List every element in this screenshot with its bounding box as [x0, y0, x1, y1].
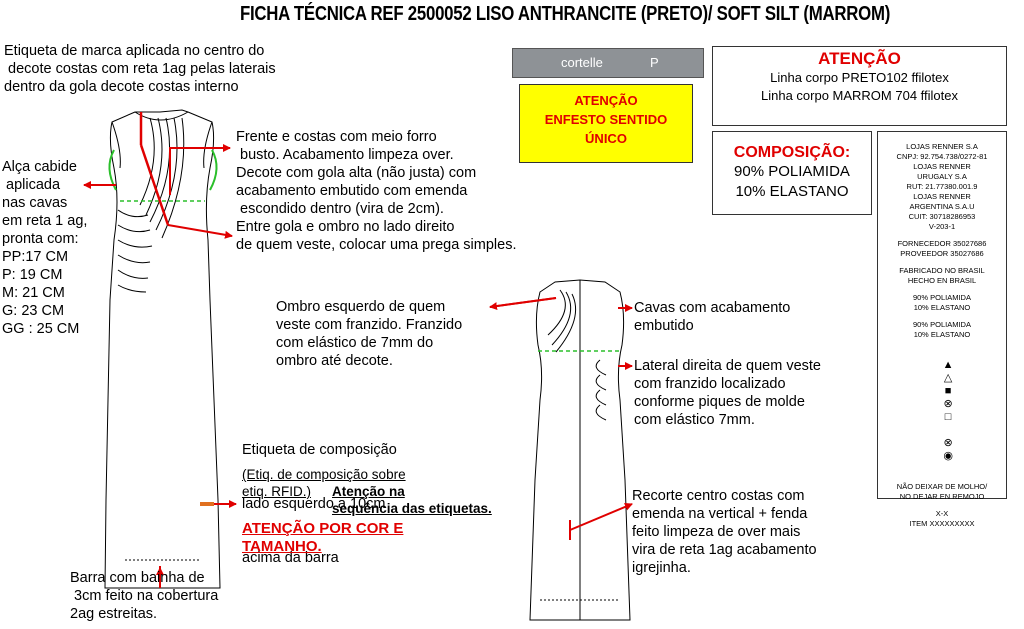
care-label-line: URUGALY S.A [917, 172, 967, 181]
right-side-note: Lateral direita de quem veste com franzido localizado conforme piques de molde com elástico 7mm. [634, 358, 821, 428]
care-label-line: FABRICADO NO BRASIL [899, 266, 985, 275]
care-label-line: NÃO DEIXAR DE MOLHO/ [896, 482, 988, 491]
spread-direction-warning: ATENÇÃO ENFESTO SENTIDO ÚNICO [519, 84, 693, 163]
brand-tag [512, 48, 704, 78]
care-label-line: 90% POLIAMIDA [913, 293, 971, 302]
care-label-line: CUIT: 30718286953 [908, 212, 976, 221]
thread-attention-box: ATENÇÃO Linha corpo PRETO102 ffilotex Linha corpo MARROM 704 ffilotex [712, 46, 1007, 126]
care-label-line: HECHO EN BRASIL [907, 276, 977, 285]
care-label-line: ITEM XXXXXXXXX [909, 519, 975, 528]
composition-box: COMPOSIÇÃO: 90% POLIAMIDA 10% ELASTANO [712, 131, 872, 215]
care-label-line: NO DEJAR EN REMOJO [899, 492, 985, 501]
brand-name: cortelle [561, 55, 603, 70]
care-label-line: 90% POLIAMIDA [913, 320, 971, 329]
care-label-line: 10% ELASTANO [913, 330, 971, 339]
care-label-line: PROVEEDOR 35027686 [900, 249, 984, 258]
front-back-note: Frente e costas com meio forro busto. Acabamento limpeza over. Decote com gola alta (não justa) com acabamento embutido com emenda escondido dentro (vira de 2cm). Entre gola e ombro no lado direito de quem veste, colocar uma prega simples. [236, 129, 517, 253]
brand-size: P [650, 55, 659, 70]
care-symbols-row [878, 346, 1006, 476]
care-label-line: V-203-1 [928, 222, 956, 231]
no-tumble-dry-icon: ⊗ [943, 437, 953, 449]
line-dry-icon: □ [944, 411, 952, 423]
hanger-loop-note: Alça cabide aplicada nas cavas em reta 1 ag, pronta com: PP:17 CM P: 19 CM M: 21 CM G: 23 CM GG : 25 CM [2, 159, 88, 337]
care-label-line: 10% ELASTANO [913, 303, 971, 312]
care-label-line: LOJAS RENNER S.A [906, 142, 978, 151]
care-label [877, 131, 1007, 528]
care-label-line: LOJAS RENNER [913, 192, 971, 201]
sequence-attention-note: Atenção na sequência das etiquetas. [332, 484, 492, 516]
care-label-line: LOJAS RENNER [913, 162, 971, 171]
care-label-line: FORNECEDOR 35027686 [897, 239, 987, 248]
rfid-note: (Etiq. de composição sobre etiq. RFID.) [242, 467, 406, 499]
wash-tub-icon: ▲ [942, 359, 954, 371]
left-shoulder-note: Ombro esquerdo de quem veste com franzido. Franzido com elástico de 7mm do ombro até decote. [276, 299, 463, 369]
iron-icon: ■ [944, 385, 952, 397]
brand-label-note: Etiqueta de marca aplicada no centro do decote costas com reta 1ag pelas laterais dentro da gola decote costas interno [4, 43, 276, 95]
armholes-note: Cavas com acabamento embutido [634, 300, 791, 334]
color-size-attention: ATENÇÃO POR COR E TAMANHO. [242, 520, 404, 555]
care-label-line: ARGENTINA S.A.U [909, 202, 975, 211]
no-dry-clean-icon: ⊗ [943, 398, 953, 410]
care-label-line: RUT: 21.77380.001.9 [906, 182, 978, 191]
care-label-line [878, 232, 1006, 239]
care-label-line [878, 286, 1006, 293]
back-dress-sketch [530, 280, 630, 620]
care-label-line [878, 313, 1006, 320]
front-dress-sketch [105, 110, 220, 588]
care-label-line [878, 502, 1006, 509]
care-label-line: CNPJ: 92.754.738/0272-81 [896, 152, 988, 161]
no-bleach-icon: △ [943, 372, 953, 384]
page-title: FICHA TÉCNICA REF 2500052 LISO ANTHRANCITE (PRETO)/ SOFT SILT (MARROM) [240, 3, 891, 25]
center-back-note: Recorte centro costas com emenda na vertical + fenda feito limpeza de over mais vira de reta 1ag acabamento igrejinha. [632, 488, 817, 576]
composition-label-note: Etiqueta de composição lado esquerdo a 10cm acima da barra [242, 442, 397, 566]
wet-clean-icon: ◉ [943, 450, 953, 462]
care-label-line: X-X [935, 509, 949, 518]
hem-note: Barra com bainha de 3cm feito na cobertura 2ag estreitas. [70, 570, 219, 622]
care-label-line [878, 259, 1006, 266]
